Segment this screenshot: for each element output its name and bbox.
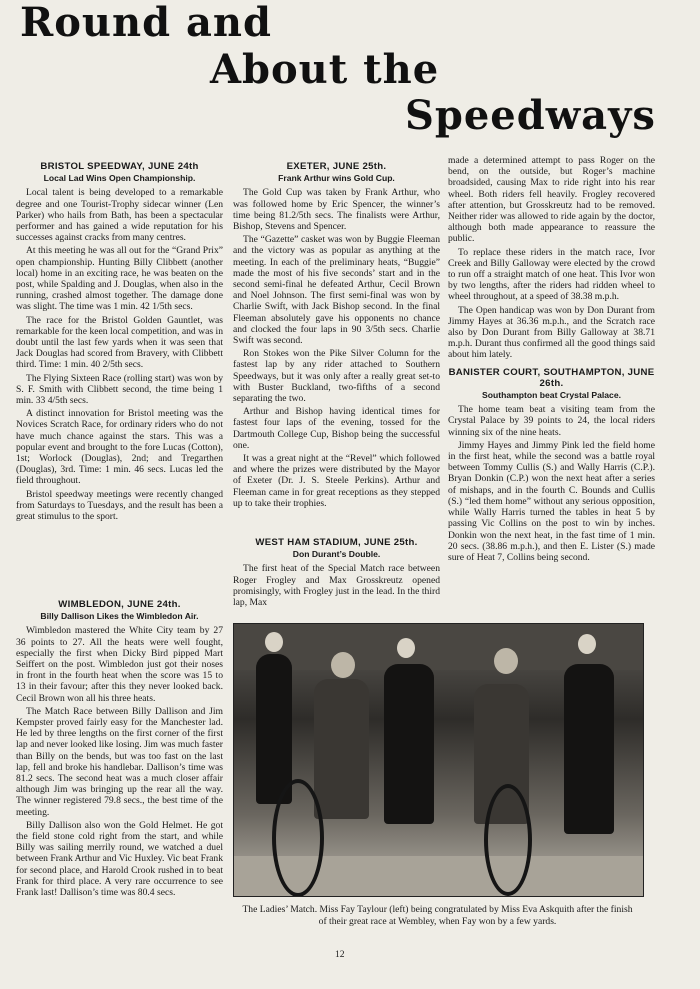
paragraph: It was a great night at the “Revel” which followed and where the prizes were distributed by the Mayor of Exeter (Dr. J. S. Steele Perkins). Arthur and Fleeman came in for great receptions as they stepped up to take their trophies. [233, 453, 440, 509]
section-title: BANISTER COURT, SOUTHAMPTON, JUNE 26th. [448, 366, 655, 389]
column-three [448, 155, 655, 565]
headline-line-2: About the [210, 46, 440, 93]
section-title: BRISTOL SPEEDWAY, JUNE 24th [40, 161, 199, 172]
paragraph: Local talent is being developed to a remarkable degree and one Tourist-Trophy sidecar winner (Len Parker) who hails from Bath, has been a spectacular performer and has gained a wide reputation for his successes against cracks from many centres. [16, 187, 223, 244]
motorcycle-wheel [272, 779, 324, 897]
paragraph: The Match Race between Billy Dallison and Jim Kempster proved fairly easy for the Manchester lad. He led by three lengths on the first corner of the first lap and never looked like losing. Jim was much faster than Billy on the bends, but was too fast on the last lap, fell and broke his handlebar. Dallison’s time was 81.2 secs. The second heat was a much closer affair although Jim was bringing up the rear all the way. The winner registered 79.8 secs., the best time of the meeting. [16, 705, 223, 818]
headline-line-3: Speedways [405, 92, 656, 139]
section-subtitle: Local Lad Wins Open Championship. [43, 173, 196, 184]
paragraph: The first heat of the Special Match race between Roger Frogley and Max Grosskreutz opened promisingly, with Frogley just in the lead. In the third lap, Max [233, 563, 440, 609]
bristol-article [16, 155, 223, 524]
rider-left-helmet [331, 652, 355, 678]
paragraph: The Gold Cup was taken by Frank Arthur, who was followed home by Eric Spencer, the winner’s time being 81.2/5th secs. The finalists were Arthur, Bishop, Stevens and Spencer. [233, 187, 440, 233]
rider-left-figure [314, 679, 369, 819]
spectator-figure [256, 654, 292, 804]
photo-caption: The Ladies’ Match. Miss Fay Taylour (left) being congratulated by Miss Eva Askquith after the finish of their great race at Wembley, when Fay won by a few yards. [242, 904, 633, 927]
speedway-photo [233, 623, 644, 897]
section-title: EXETER, JUNE 25th. [286, 161, 387, 172]
wimbledon-article [16, 593, 223, 900]
paragraph: The race for the Bristol Golden Gauntlet, was remarkable for the keen local competition, and was in doubt until the last few yards when it was seen that Jack Douglas had scored from Bravery, with Clibbett third. Time: 1 min. 40 2/5th secs. [16, 314, 223, 371]
paragraph: Wimbledon mastered the White City team by 27 36 points to 27. All the heats were well fought, especially the first when Dicky Bird pipped Mart Seiffert on the post. Wimbledon just got their noses in front in the fourth heat when the score was 15 to 13 in their favour; after this they never looked back. Cecil Brown won all his three heats. [16, 625, 223, 704]
section-subtitle: Don Durant’s Double. [292, 549, 381, 560]
paragraph: Arthur and Bishop having identical times for fastest four laps of the evening, tossed for the Dartmouth College Cup, Bishop being the successful one. [233, 406, 440, 451]
westham-article [233, 531, 440, 610]
paragraph: Bristol speedway meetings were recently changed from Saturdays to Tuesdays, and the result has been a great stimulus to the sport. [16, 488, 223, 523]
section-title: WEST HAM STADIUM, JUNE 25th. [255, 537, 418, 548]
paragraph: Jimmy Hayes and Jimmy Pink led the field home in the first heat, while the second was a battle royal between Tommy Cullis (S.) and Wally Harris (C.P.). Bryan Donkin (C.P.) won the next heat after a series of mishaps, and in the fourth C. Bounds and Cullis (S.) “led them home” without any serious opposition, while Wally Harris turned the tables in heat 5 by passing Vic Collins on the post to win by inches. Donkin won the next heat, in the fast time of 1 min. 20 secs. (38.86 m.p.h.), and then E. Lister (S.) made sure of Heat 7, Collins being second. [448, 439, 655, 563]
headline-line-1: Round and [20, 0, 272, 46]
official-figure [384, 664, 434, 824]
section-subtitle: Southampton beat Crystal Palace. [482, 390, 621, 401]
paragraph: To replace these riders in the match race, Ivor Creek and Billy Galloway were elected by the crowd to run off a straight match of one heat. This Ivor won by two lengths, after the riders had ridden wheel to wheel throughout, at a speed of 38.38 m.p.h. [448, 246, 655, 303]
paragraph: Billy Dallison also won the Gold Helmet. He got the field stone cold right from the start, and while Billy was sailing merrily round, we watched a duel between Frank Arthur and Vic Huxley. Vic beat Frank for second place, and Harold Crook rushed in to beat Frank for third place. A very rare occurrence to see Frank last! Dallison’s time was 80.4 secs. [16, 819, 224, 899]
paragraph: A distinct innovation for Bristol meeting was the Novices Scratch Race, for ordinary riders who do not have much chance against the stars. This was a popular event and brought to the fore Lucas (Cotton), 1st; Worlock (Douglas), 2nd; and Tregarthen (Douglas), 3rd. Time: 1 min. 46 secs. Lucas led the field throughout. [16, 408, 223, 487]
paragraph: The home team beat a visiting team from the Crystal Palace by 39 points to 24, the local riders winning six of the nine heats. [448, 404, 655, 438]
exeter-article [233, 155, 440, 511]
rider-right-helmet [494, 648, 518, 674]
paragraph: The Open handicap was won by Don Durant from Jimmy Hayes at 36.36 m.p.h., and the Scratch race also by Don Durant from Billy Galloway at 38.71 m.p.h. Durant thus confirmed all the good things said about him lately. [448, 304, 655, 361]
paragraph: made a determined attempt to pass Roger on the bend, on the outside, but Roger’s machine broadsided, causing Max to ride right into his rear wheel. Both riders fell heavily. Frogley recovered after attention, but Grosskreutz had to be removed. Neither rider was allowed to ride again by the doctor, although both made appearance to reassure the public. [448, 155, 655, 245]
section-subtitle: Billy Dallison Likes the Wimbledon Air. [40, 611, 199, 622]
page-number: 12 [335, 949, 345, 960]
spectator-head [265, 632, 283, 652]
paragraph: At this meeting he was all out for the “Grand Prix” open championship. Hunting Billy Clibbett (another local) home in an exciting race, he was beaten on the post, while Spalding and J. Douglas, when also in the running, crashed almost together. The damage done was slight. The time was 1 min. 42 1/5th secs. [16, 245, 223, 313]
paragraph: The “Gazette” casket was won by Buggie Fleeman and the victory was as popular as anything at the meeting. In each of the preliminary heats, “Buggie” made the most of his five seconds’ start and in the second semi-final he defeated Arthur, Cecil Brown and Noel Johnson. The first semi-final was won by Charlie Swift, with Jack Bishop second. In the final Fleeman absolutely gave his opponents no chance and clocked the four laps in 90 3/5th secs. Charlie Swift was second. [233, 234, 440, 347]
section-subtitle: Frank Arthur wins Gold Cup. [278, 173, 395, 184]
mechanic-head [578, 634, 596, 654]
paragraph: The Flying Sixteen Race (rolling start) was won by S. F. Smith with Clibbett second, the time being 1 min. 33 4/5th secs. [16, 372, 223, 407]
paragraph: Ron Stokes won the Pike Silver Column for the fastest lap by any rider attached to Southern Speedways, but it was only after a really great set-to with Buster Buckland, two-fifths of a second separating the two. [233, 348, 440, 405]
motorcycle-wheel [484, 784, 532, 896]
official-head [397, 638, 415, 658]
mechanic-figure [564, 664, 614, 834]
section-title: WIMBLEDON, JUNE 24th. [58, 599, 181, 610]
